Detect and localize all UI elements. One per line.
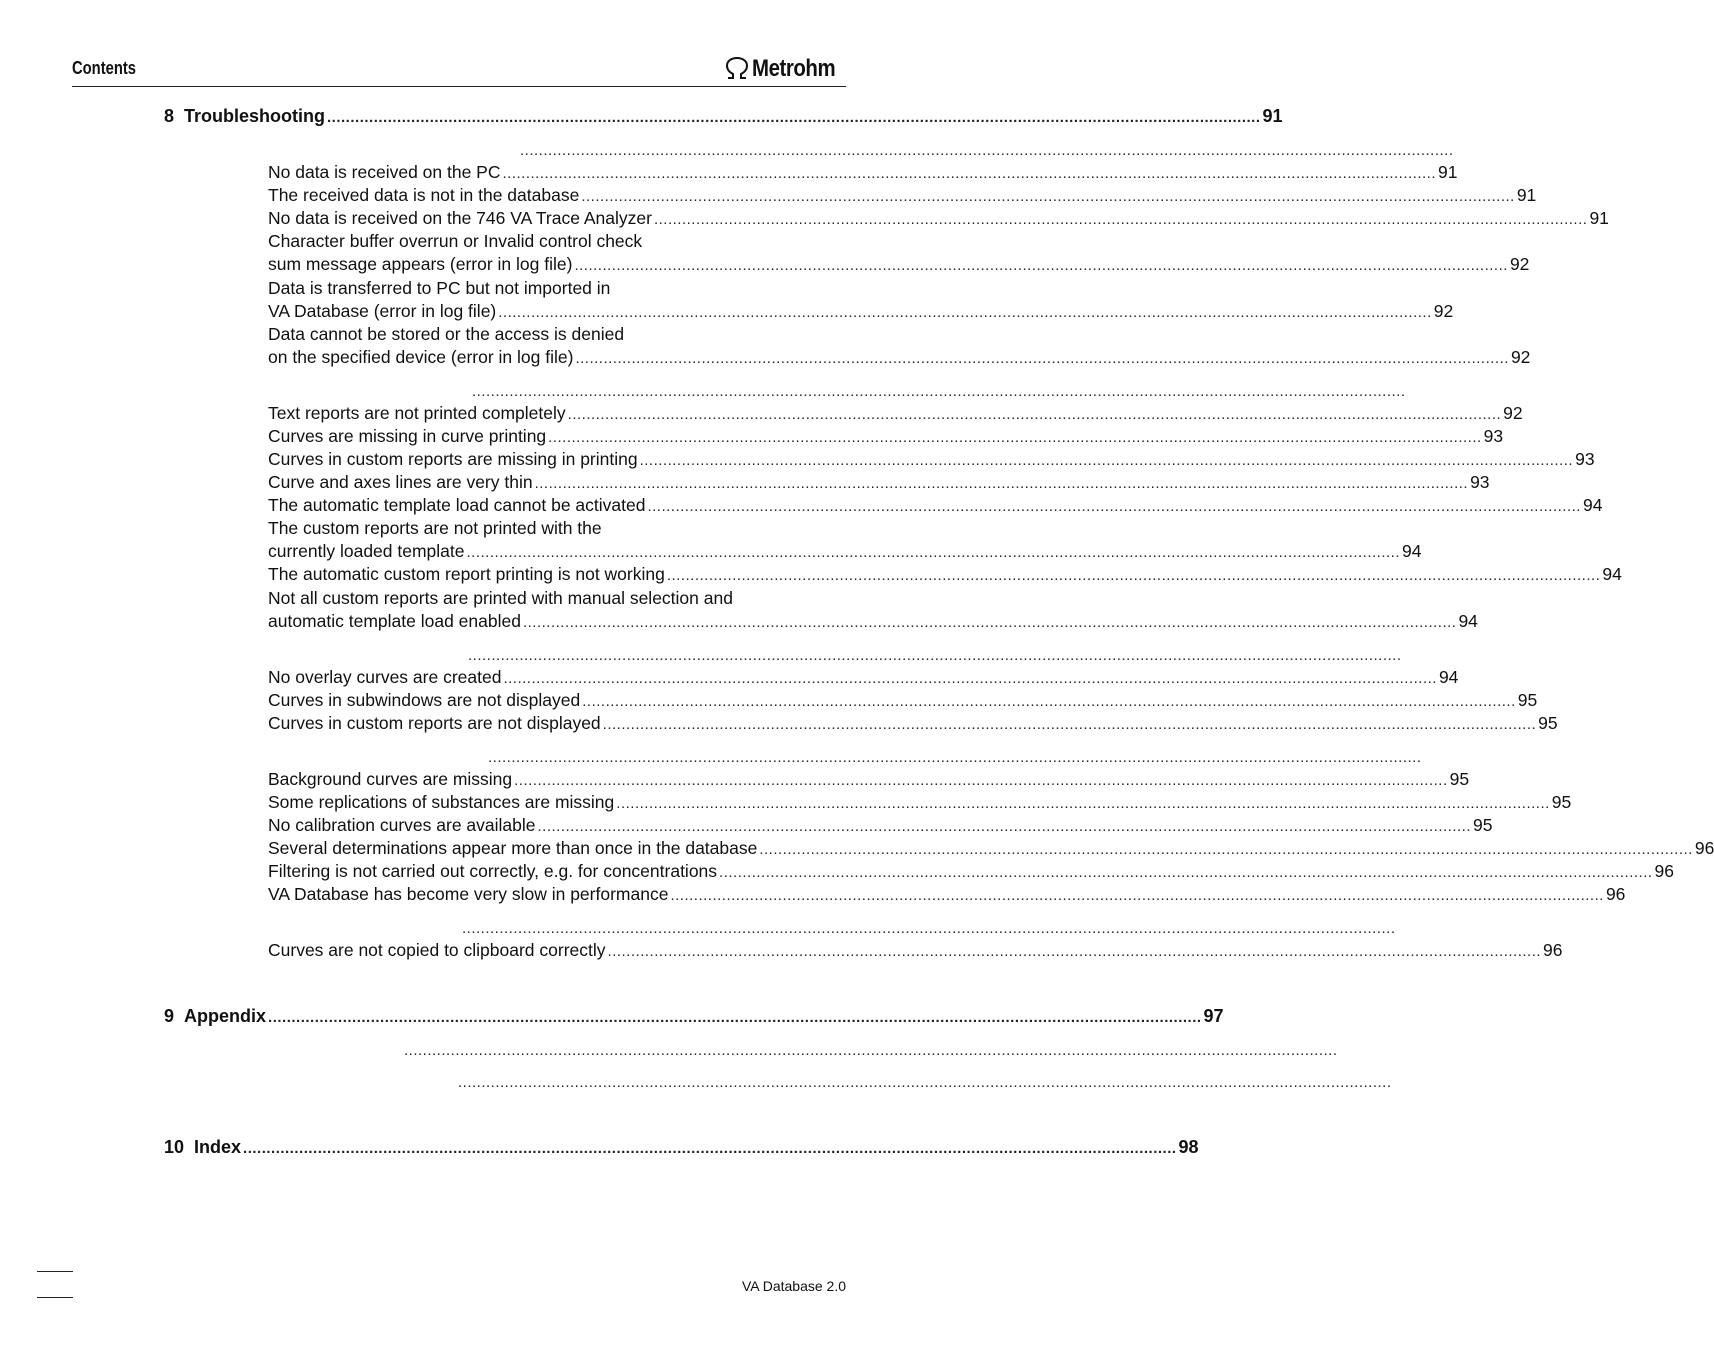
page-number: 94 [1402, 541, 1422, 561]
entry-text: Text reports are not printed completely [268, 403, 566, 423]
entry-text: Curves in subwindows are not displayed [268, 690, 581, 710]
toc-entry[interactable] [268, 860, 1675, 884]
chapter-number: 10 [164, 1137, 185, 1157]
entry-text: The automatic custom report printing is not working [268, 564, 665, 584]
dot-leader: ........................................................................................................................................................................................................ [666, 567, 1601, 584]
dot-leader: ........................................................................................................................................................................................................ [567, 406, 1502, 423]
chapter-title: Appendix [184, 1006, 267, 1026]
chapter-title: Index [194, 1137, 242, 1157]
page-number: 93 [1483, 426, 1504, 446]
dot-leader: ........................................................................................................................................................................................................ [327, 109, 1261, 126]
toc-entry[interactable] [268, 184, 1537, 208]
toc-entry[interactable] [268, 448, 1595, 472]
toc-entry[interactable] [268, 712, 1558, 736]
dot-leader: ........................................................................................................................................................................................................ [607, 943, 1542, 960]
page-number: 96 [1694, 838, 1714, 858]
dot-leader: ........................................................................................................................................................................................................ [581, 188, 1515, 205]
dot-leader: ........................................................................................................................................................................................................ [468, 647, 1402, 664]
dot-leader: ........................................................................................................................................................................................................ [243, 1140, 1177, 1157]
entry-text: Curve and axes lines are very thin [268, 472, 533, 492]
entry-text-line1[interactable]: Character buffer overrun or Invalid control check [268, 231, 643, 251]
toc-entry[interactable] [268, 610, 1478, 634]
entry-text: VA Database (error in log file) [268, 301, 497, 321]
entry-text: Filtering is not carried out correctly, e.g. for concentrations [268, 861, 718, 881]
toc-entry[interactable] [268, 425, 1504, 449]
page-number: 93 [1575, 449, 1595, 469]
toc-entry[interactable] [268, 814, 1493, 838]
page-number: 92 [1510, 347, 1531, 367]
toc-entry[interactable] [268, 494, 1603, 518]
page-number: 95 [1517, 690, 1538, 710]
toc-entry[interactable] [268, 883, 1626, 907]
toc-entry[interactable] [268, 689, 1538, 713]
entry-text: No data is received on the 746 VA Trace Analyzer [268, 208, 652, 228]
dot-leader: ........................................................................................................................................................................................................ [458, 1074, 1392, 1091]
page-number: 95 [1551, 792, 1572, 812]
toc-entry[interactable] [268, 837, 1714, 861]
dot-leader: ........................................................................................................................................................................................................ [522, 614, 1457, 631]
dot-leader: ........................................................................................................................................................................................................ [582, 693, 1516, 710]
entry-text: Curves in custom reports are missing in printing [268, 449, 638, 469]
toc-entry[interactable] [268, 939, 1563, 963]
toc-entry[interactable] [268, 563, 1622, 587]
metrohm-logo [724, 54, 850, 84]
page-number: 92 [1509, 254, 1530, 274]
entry-text: Some replications of substances are missing [268, 792, 615, 812]
dot-leader: ........................................................................................................................................................................................................ [472, 383, 1406, 400]
dot-leader: ........................................................................................................................................................................................................ [653, 211, 1588, 228]
dot-leader: ........................................................................................................................................................................................................ [462, 920, 1396, 937]
page-number: 92 [1503, 403, 1523, 423]
dot-leader: ........................................................................................................................................................................................................ [268, 1009, 1202, 1026]
toc-chapter-10[interactable] [164, 1136, 1199, 1160]
entry-text: Background curves are missing [268, 769, 513, 789]
page-number: 97 [1203, 1006, 1224, 1026]
dot-leader: ........................................................................................................................................................................................................ [759, 841, 1693, 858]
toc-section-dots [402, 1040, 1338, 1062]
toc-chapter-9[interactable] [164, 1005, 1224, 1029]
dot-leader: ........................................................................................................................................................................................................ [404, 1042, 1338, 1059]
toc-section-dots [456, 1072, 1392, 1094]
entry-text: Curves are not copied to clipboard correctly [268, 940, 606, 960]
toc-entry[interactable] [268, 402, 1523, 426]
chapter-number: 9 [164, 1006, 175, 1026]
entry-text: No calibration curves are available [268, 815, 536, 835]
page-number: 96 [1605, 884, 1626, 904]
dot-leader: ........................................................................................................................................................................................................ [616, 795, 1550, 812]
chapter-title: Troubleshooting [184, 106, 326, 126]
entry-text: automatic template load enabled [268, 611, 521, 631]
page-number: 91 [1516, 185, 1537, 205]
toc-section-dots [518, 140, 1454, 162]
page-number: 94 [1438, 667, 1459, 687]
dot-leader: ........................................................................................................................................................................................................ [574, 257, 1508, 274]
dot-leader: ........................................................................................................................................................................................................ [502, 165, 1436, 182]
dot-leader: ........................................................................................................................................................................................................ [575, 350, 1509, 367]
entry-text: Curves are missing in curve printing [268, 426, 547, 446]
page-number: 96 [1654, 861, 1675, 881]
dot-leader: ........................................................................................................................................................................................................ [514, 772, 1448, 789]
dot-leader: ........................................................................................................................................................................................................ [647, 498, 1581, 515]
entry-text: No data is received on the PC [268, 162, 501, 182]
entry-text: on the specified device (error in log file) [268, 347, 574, 367]
page-number: 94 [1602, 564, 1622, 584]
page-number: 95 [1538, 713, 1558, 733]
toc-entry[interactable] [268, 471, 1490, 495]
toc-entry[interactable] [268, 300, 1454, 324]
toc-section-dots [486, 747, 1422, 769]
dot-leader: ........................................................................................................................................................................................................ [670, 887, 1604, 904]
section-title: Contents [72, 58, 136, 78]
entry-text: The automatic template load cannot be activated [268, 495, 646, 515]
entry-text: The received data is not in the database [268, 185, 580, 205]
dot-leader: ........................................................................................................................................................................................................ [548, 429, 1482, 446]
toc-entry[interactable] [268, 791, 1572, 815]
page-number: 95 [1473, 815, 1493, 835]
entry-text-line1[interactable]: Not all custom reports are printed with manual selection and [268, 588, 733, 608]
page-number: 95 [1449, 769, 1470, 789]
dot-leader: ........................................................................................................................................................................................................ [537, 818, 1471, 835]
page-number: 98 [1178, 1137, 1199, 1157]
toc-chapter-8[interactable] [164, 105, 1283, 129]
toc-entry[interactable] [268, 253, 1530, 277]
entry-text: sum message appears (error in log file) [268, 254, 573, 274]
page-number: 92 [1433, 301, 1454, 321]
entry-text: Several determinations appear more than once in the database [268, 838, 758, 858]
toc-entry[interactable] [268, 207, 1609, 231]
dot-leader: ........................................................................................................................................................................................................ [503, 670, 1437, 687]
dot-leader: ........................................................................................................................................................................................................ [466, 544, 1400, 561]
entry-text-line1[interactable]: The custom reports are not printed with the [268, 518, 602, 538]
toc-entry[interactable] [268, 161, 1458, 185]
toc-section-dots [460, 918, 1396, 940]
chapter-number: 8 [164, 106, 175, 126]
page-number: 94 [1458, 611, 1478, 631]
toc-entry[interactable] [268, 768, 1470, 792]
dot-leader: ........................................................................................................................................................................................................ [488, 749, 1422, 766]
footer-rule-bottom [37, 1297, 73, 1298]
logo-text: Metrohm [752, 55, 836, 82]
omega-icon [724, 56, 750, 82]
toc-section-dots [466, 645, 1402, 667]
page-number: 91 [1262, 106, 1283, 126]
toc-entry[interactable] [268, 666, 1459, 690]
entry-text: VA Database has become very slow in performance [268, 884, 669, 904]
dot-leader: ........................................................................................................................................................................................................ [520, 142, 1454, 159]
entry-text: Curves in custom reports are not displayed [268, 713, 601, 733]
footer-rule-top [37, 1271, 73, 1272]
footer-product: VA Database 2.0 [741, 1278, 846, 1294]
page-number: 91 [1589, 208, 1609, 228]
toc-entry[interactable] [268, 540, 1422, 564]
entry-text-line1[interactable]: Data cannot be stored or the access is denied [268, 324, 625, 344]
dot-leader: ........................................................................................................................................................................................................ [498, 304, 1432, 321]
header-rule [72, 86, 846, 87]
dot-leader: ........................................................................................................................................................................................................ [719, 864, 1653, 881]
dot-leader: ........................................................................................................................................................................................................ [639, 452, 1574, 469]
dot-leader: ........................................................................................................................................................................................................ [534, 475, 1469, 492]
entry-text-line1[interactable]: Data is transferred to PC but not imported in [268, 278, 611, 298]
page-number: 93 [1470, 472, 1490, 492]
page-number: 96 [1543, 940, 1563, 960]
page-number: 94 [1582, 495, 1603, 515]
toc-entry[interactable] [268, 346, 1531, 370]
dot-leader: ........................................................................................................................................................................................................ [602, 716, 1537, 733]
page-number: 91 [1438, 162, 1458, 182]
entry-text: currently loaded template [268, 541, 465, 561]
entry-text: No overlay curves are created [268, 667, 502, 687]
toc-section-dots [470, 381, 1406, 403]
